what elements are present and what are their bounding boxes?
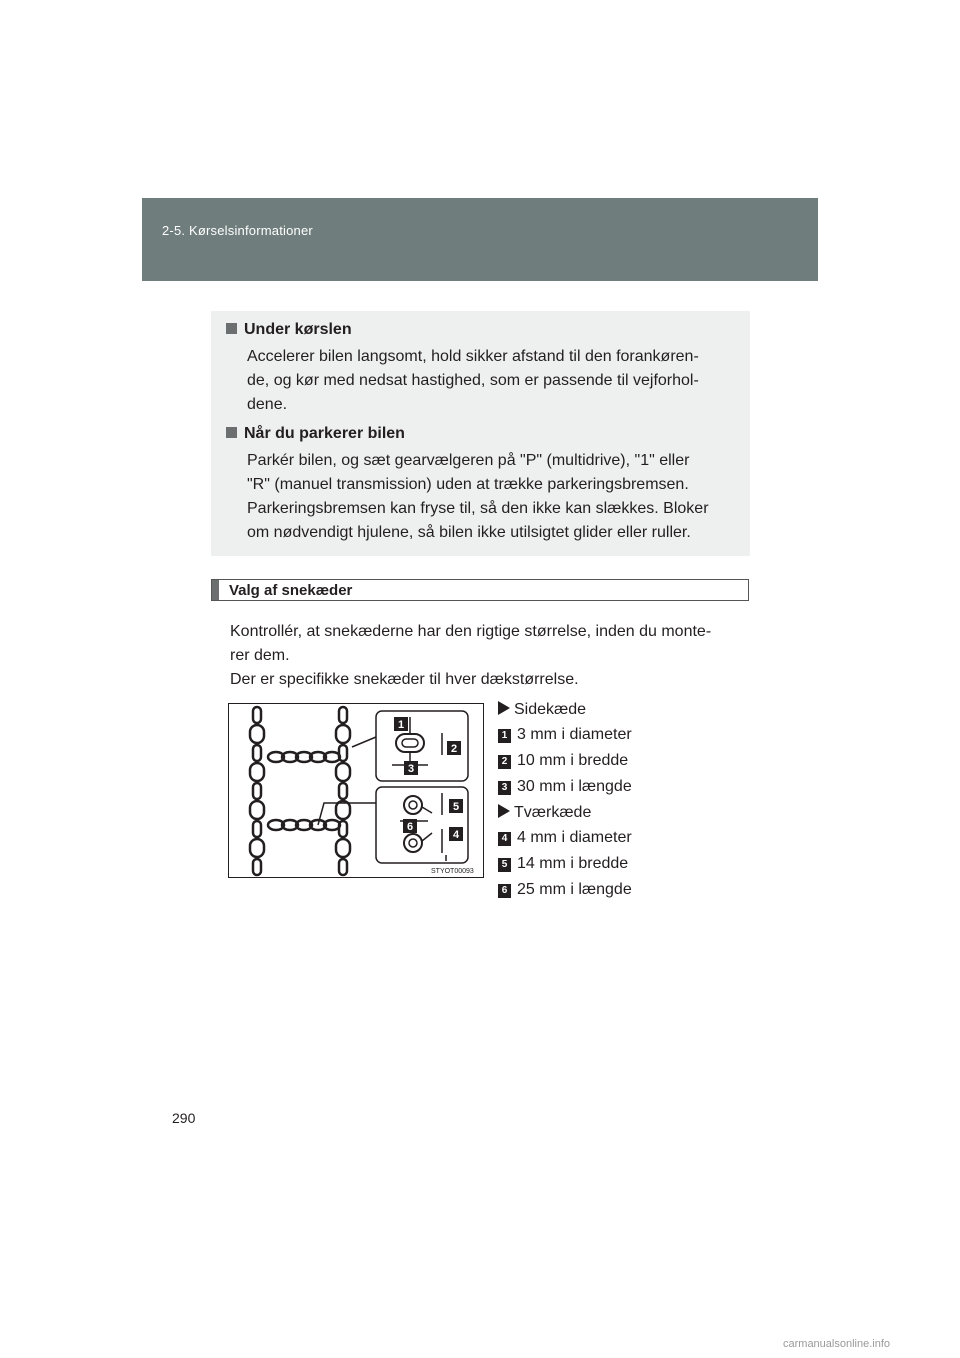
section-heading-text: Valg af snekæder [229,582,353,599]
number-badge: 5 [498,858,511,872]
text-line: om nødvendigt hjulene, så bilen ikke utilsigtet glider eller ruller. [247,524,691,541]
spec-item: 4 4 mm i diameter [498,826,632,850]
text-line: "R" (manuel transmission) uden at trække parkeringsbremsen. [247,476,689,493]
info-box [211,311,750,556]
callout-label: 6 [406,821,414,833]
spec-item: 1 3 mm i diameter [498,723,632,747]
text-line: dene. [247,396,288,413]
text-line: de, og kør med nedsat hastighed, som er passende til vejforhol- [247,372,699,389]
intro-line: rer dem. [230,647,290,664]
callout-label: 1 [397,719,405,731]
heading-bar [212,580,219,600]
number-badge: 4 [498,832,511,846]
spec-group-title: Sidekæde [498,698,586,722]
info-item-body-parking [247,449,727,545]
intro-line: Der er specifikke snekæder til hver dækstørrelse. [230,671,579,688]
number-badge: 6 [498,884,511,898]
callout-label: 3 [407,763,415,775]
text-line: Accelerer bilen langsomt, hold sikker afstand til den forankøren- [247,348,699,365]
triangle-bullet-icon [498,701,510,715]
text-line: Parkér bilen, og sæt gearvælgeren på "P" (multidrive), "1" eller [247,452,690,469]
square-bullet-icon [226,323,237,334]
spec-item: 3 30 mm i længde [498,775,632,799]
figure-code: STYOT00093 [431,868,474,875]
section-reference: 2-5. Kørselsinformationer [162,223,313,238]
watermark: carmanualsonline.info [783,1338,891,1350]
section-header-band [142,198,818,281]
section-heading [211,579,749,601]
spec-item: 5 14 mm i bredde [498,852,628,876]
spec-group-title: Tværkæde [498,801,591,825]
spec-item: 6 25 mm i længde [498,878,632,902]
intro-line: Kontrollér, at snekæderne har den rigtige størrelse, inden du monte- [230,623,712,640]
info-item-title-driving: Under kørslen [226,321,352,339]
number-badge: 3 [498,781,511,795]
snow-chain-illustration [228,703,484,878]
spec-item: 2 10 mm i bredde [498,749,628,773]
info-item-body-driving [247,345,727,417]
text-line: Parkeringsbremsen kan fryse til, så den ikke kan slækkes. Bloker [247,500,709,517]
number-badge: 2 [498,755,511,769]
callout-label: 2 [450,743,458,755]
page-number: 290 [172,1110,196,1126]
number-badge: 1 [498,729,511,743]
callout-label: 4 [452,829,460,841]
triangle-bullet-icon [498,804,510,818]
info-item-title-parking: Når du parkerer bilen [226,425,405,443]
square-bullet-icon [226,427,237,438]
callout-label: 5 [452,801,460,813]
intro-text [230,620,750,692]
